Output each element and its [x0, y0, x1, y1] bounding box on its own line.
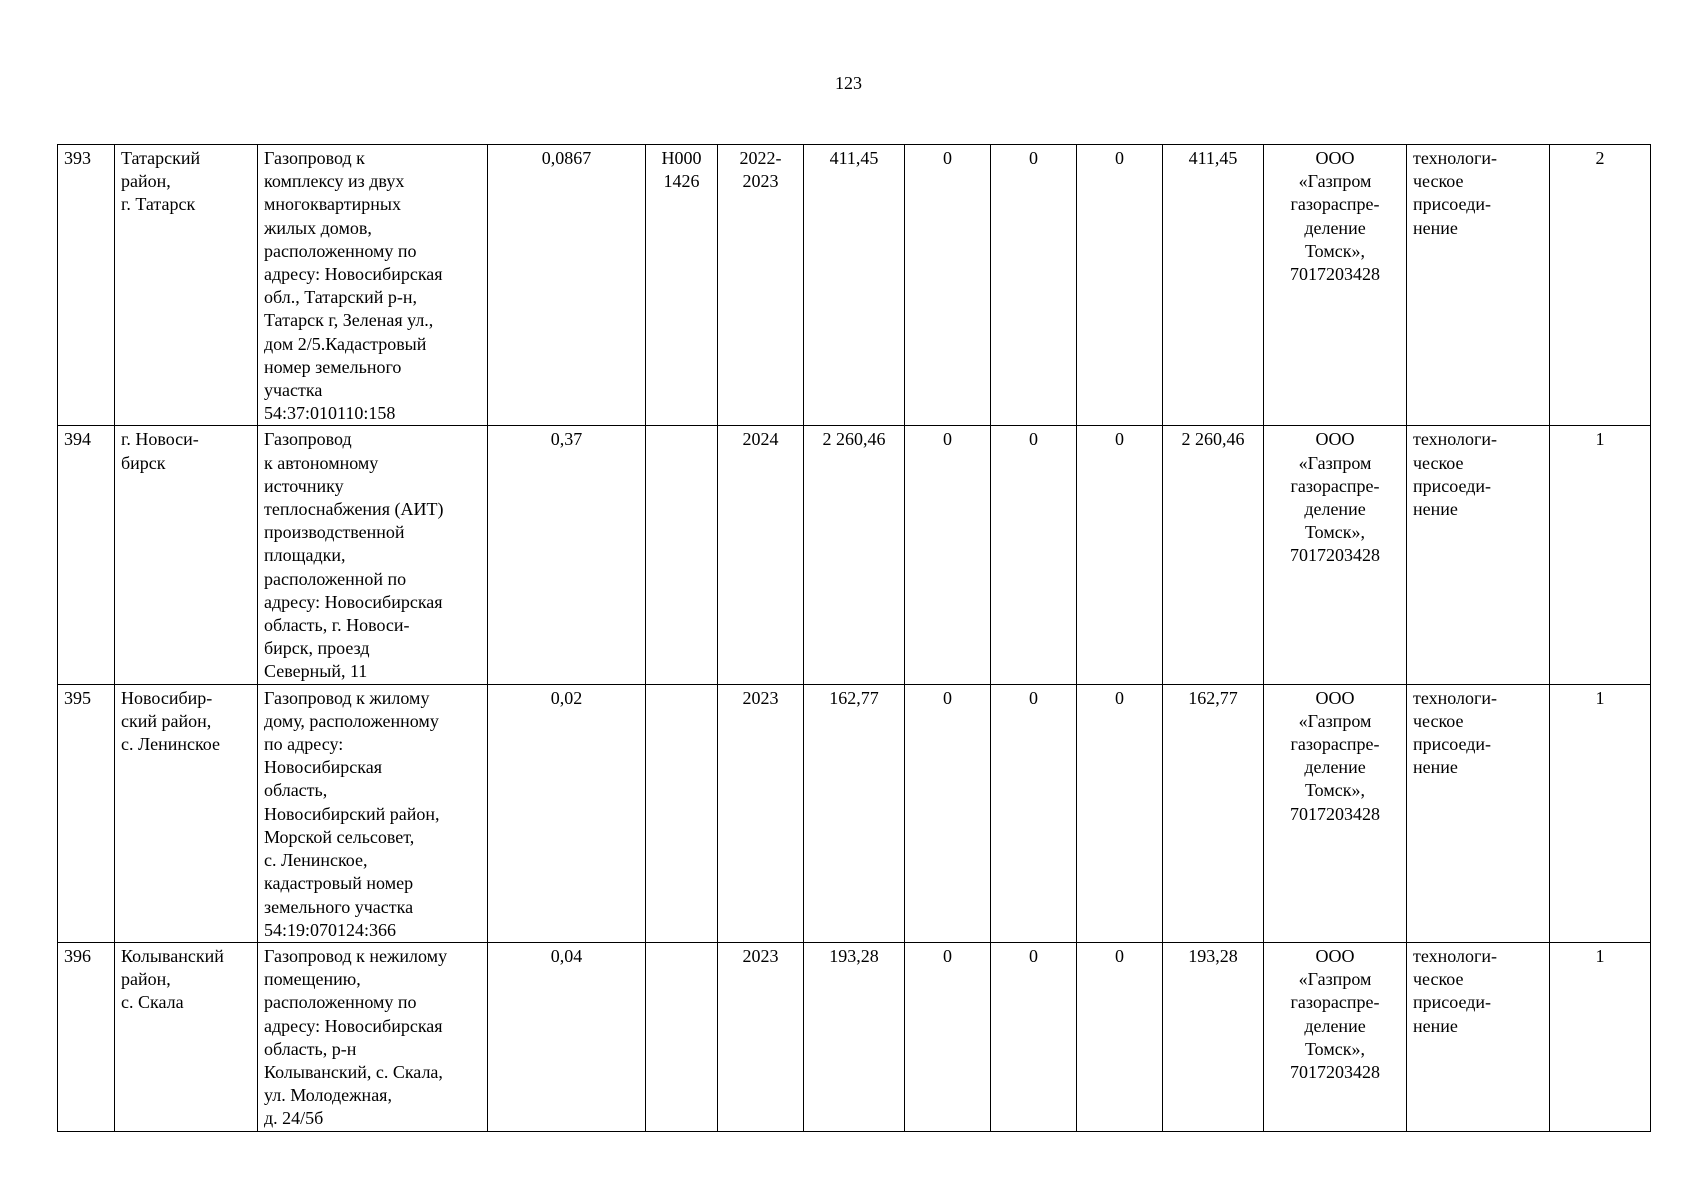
organization: ООО «Газпром газораспре- деление Томск», 7017203428	[1290, 148, 1380, 285]
location-cell	[115, 684, 258, 942]
years: 2024	[742, 429, 779, 450]
row-number: 393	[64, 148, 91, 168]
length: 0,02	[550, 687, 583, 708]
row-number: 395	[64, 687, 91, 708]
row-number-cell	[58, 145, 115, 426]
length-cell	[488, 426, 646, 684]
value-1: 0	[943, 148, 952, 168]
length: 0,0867	[541, 148, 592, 168]
value-1-cell	[905, 684, 991, 942]
purpose: технологи- ческое присоеди- нение	[1413, 687, 1498, 778]
length-cell	[488, 145, 646, 426]
code: Н000 1426	[661, 148, 702, 192]
value-4: 193,28	[1188, 945, 1238, 966]
location-cell	[115, 145, 258, 426]
value-4: 162,77	[1188, 687, 1238, 708]
total: 162,77	[829, 687, 879, 708]
last-cell	[1550, 426, 1651, 684]
description: Газопровод к нежилому помещению, расположенному по адресу: Новосибирская область, р-н Колыванский, с. Скала, ул. Молодежная, д. 24/5б	[264, 945, 448, 1129]
total-cell	[804, 684, 905, 942]
value-1-cell	[905, 426, 991, 684]
value-2: 0	[1029, 429, 1038, 450]
value-1-cell	[905, 145, 991, 426]
organization-cell	[1264, 942, 1407, 1131]
purpose-cell	[1407, 145, 1550, 426]
length: 0,37	[550, 429, 583, 450]
value-1: 0	[943, 945, 952, 966]
row-number-cell	[58, 684, 115, 942]
value-3-cell	[1077, 145, 1163, 426]
last-value: 1	[1595, 687, 1605, 708]
row-number: 396	[64, 945, 91, 966]
total-cell	[804, 145, 905, 426]
row-number: 394	[64, 429, 91, 450]
length-cell	[488, 684, 646, 942]
location: г. Новоси- бирск	[121, 429, 199, 473]
table-body	[58, 145, 1651, 1132]
value-3: 0	[1115, 429, 1124, 450]
description-cell	[258, 426, 488, 684]
value-2: 0	[1029, 687, 1038, 708]
location: Колыванский район, с. Скала	[121, 945, 224, 1013]
last-cell	[1550, 684, 1651, 942]
last-cell	[1550, 942, 1651, 1131]
last-value: 2	[1595, 148, 1605, 168]
description-cell	[258, 684, 488, 942]
code-cell	[646, 426, 718, 684]
years-cell	[718, 684, 804, 942]
length: 0,04	[550, 945, 583, 966]
organization-cell	[1264, 426, 1407, 684]
value-3: 0	[1115, 148, 1124, 168]
location: Новосибир- ский район, с. Ленинское	[121, 687, 220, 755]
location-cell	[115, 426, 258, 684]
total: 411,45	[829, 148, 879, 168]
value-2-cell	[991, 942, 1077, 1131]
value-4: 2 260,46	[1181, 429, 1245, 450]
organization-cell	[1264, 145, 1407, 426]
description: Газопровод к автономному источнику теплоснабжения (АИТ) производственной площадки, расположенной по адресу: Новосибирская область, г. Новоси- бирск, проезд Северный, 11	[264, 429, 444, 682]
years-cell	[718, 942, 804, 1131]
organization: ООО «Газпром газораспре- деление Томск», 7017203428	[1290, 429, 1380, 566]
code-cell	[646, 684, 718, 942]
total-cell	[804, 942, 905, 1131]
purpose-cell	[1407, 426, 1550, 684]
value-4-cell	[1163, 942, 1264, 1131]
total-cell	[804, 426, 905, 684]
organization-cell	[1264, 684, 1407, 942]
description: Газопровод к комплексу из двух многоквартирных жилых домов, расположенному по адресу: Новосибирская обл., Татарский р-н, Татарск г, Зеленая ул., дом 2/5.Кадастровый номер земельного участка 54:37:010110:158	[264, 148, 443, 424]
value-4-cell	[1163, 145, 1264, 426]
table-row	[58, 426, 1651, 684]
description-cell	[258, 145, 488, 426]
description: Газопровод к жилому дому, расположенному по адресу: Новосибирская область, Новосибирский район, Морской сельсовет, с. Ленинское, кадастровый номер земельного участка 54:19:070124:366	[264, 687, 440, 940]
purpose: технологи- ческое присоеди- нение	[1413, 945, 1498, 1036]
value-3: 0	[1115, 945, 1124, 966]
code-cell	[646, 942, 718, 1131]
table-row	[58, 145, 1651, 426]
value-2-cell	[991, 684, 1077, 942]
purpose-cell	[1407, 942, 1550, 1131]
table-row	[58, 942, 1651, 1131]
years-cell	[718, 145, 804, 426]
value-3-cell	[1077, 426, 1163, 684]
years-cell	[718, 426, 804, 684]
value-1: 0	[943, 687, 952, 708]
total: 193,28	[829, 945, 879, 966]
value-4-cell	[1163, 426, 1264, 684]
total: 2 260,46	[822, 429, 886, 450]
value-2-cell	[991, 145, 1077, 426]
location-cell	[115, 942, 258, 1131]
value-1-cell	[905, 942, 991, 1131]
table-row	[58, 684, 1651, 942]
years: 2023	[742, 945, 779, 966]
last-value: 1	[1595, 429, 1605, 450]
last-cell	[1550, 145, 1651, 426]
value-4: 411,45	[1188, 148, 1238, 168]
row-number-cell	[58, 426, 115, 684]
code-cell	[646, 145, 718, 426]
value-3: 0	[1115, 687, 1124, 708]
purpose-cell	[1407, 684, 1550, 942]
row-number-cell	[58, 942, 115, 1131]
value-2-cell	[991, 426, 1077, 684]
purpose: технологи- ческое присоеди- нение	[1413, 148, 1498, 238]
value-2: 0	[1029, 148, 1038, 168]
value-2: 0	[1029, 945, 1038, 966]
data-table	[57, 144, 1651, 1132]
years: 2022- 2023	[739, 148, 782, 192]
purpose: технологи- ческое присоеди- нение	[1413, 429, 1498, 520]
location: Татарский район, г. Татарск	[121, 148, 201, 215]
years: 2023	[742, 687, 779, 708]
organization: ООО «Газпром газораспре- деление Томск», 7017203428	[1290, 687, 1380, 824]
length-cell	[488, 942, 646, 1131]
organization: ООО «Газпром газораспре- деление Томск», 7017203428	[1290, 945, 1380, 1082]
page-number: 123	[835, 73, 862, 93]
value-1: 0	[943, 429, 952, 450]
value-3-cell	[1077, 684, 1163, 942]
value-4-cell	[1163, 684, 1264, 942]
description-cell	[258, 942, 488, 1131]
last-value: 1	[1595, 945, 1605, 966]
value-3-cell	[1077, 942, 1163, 1131]
